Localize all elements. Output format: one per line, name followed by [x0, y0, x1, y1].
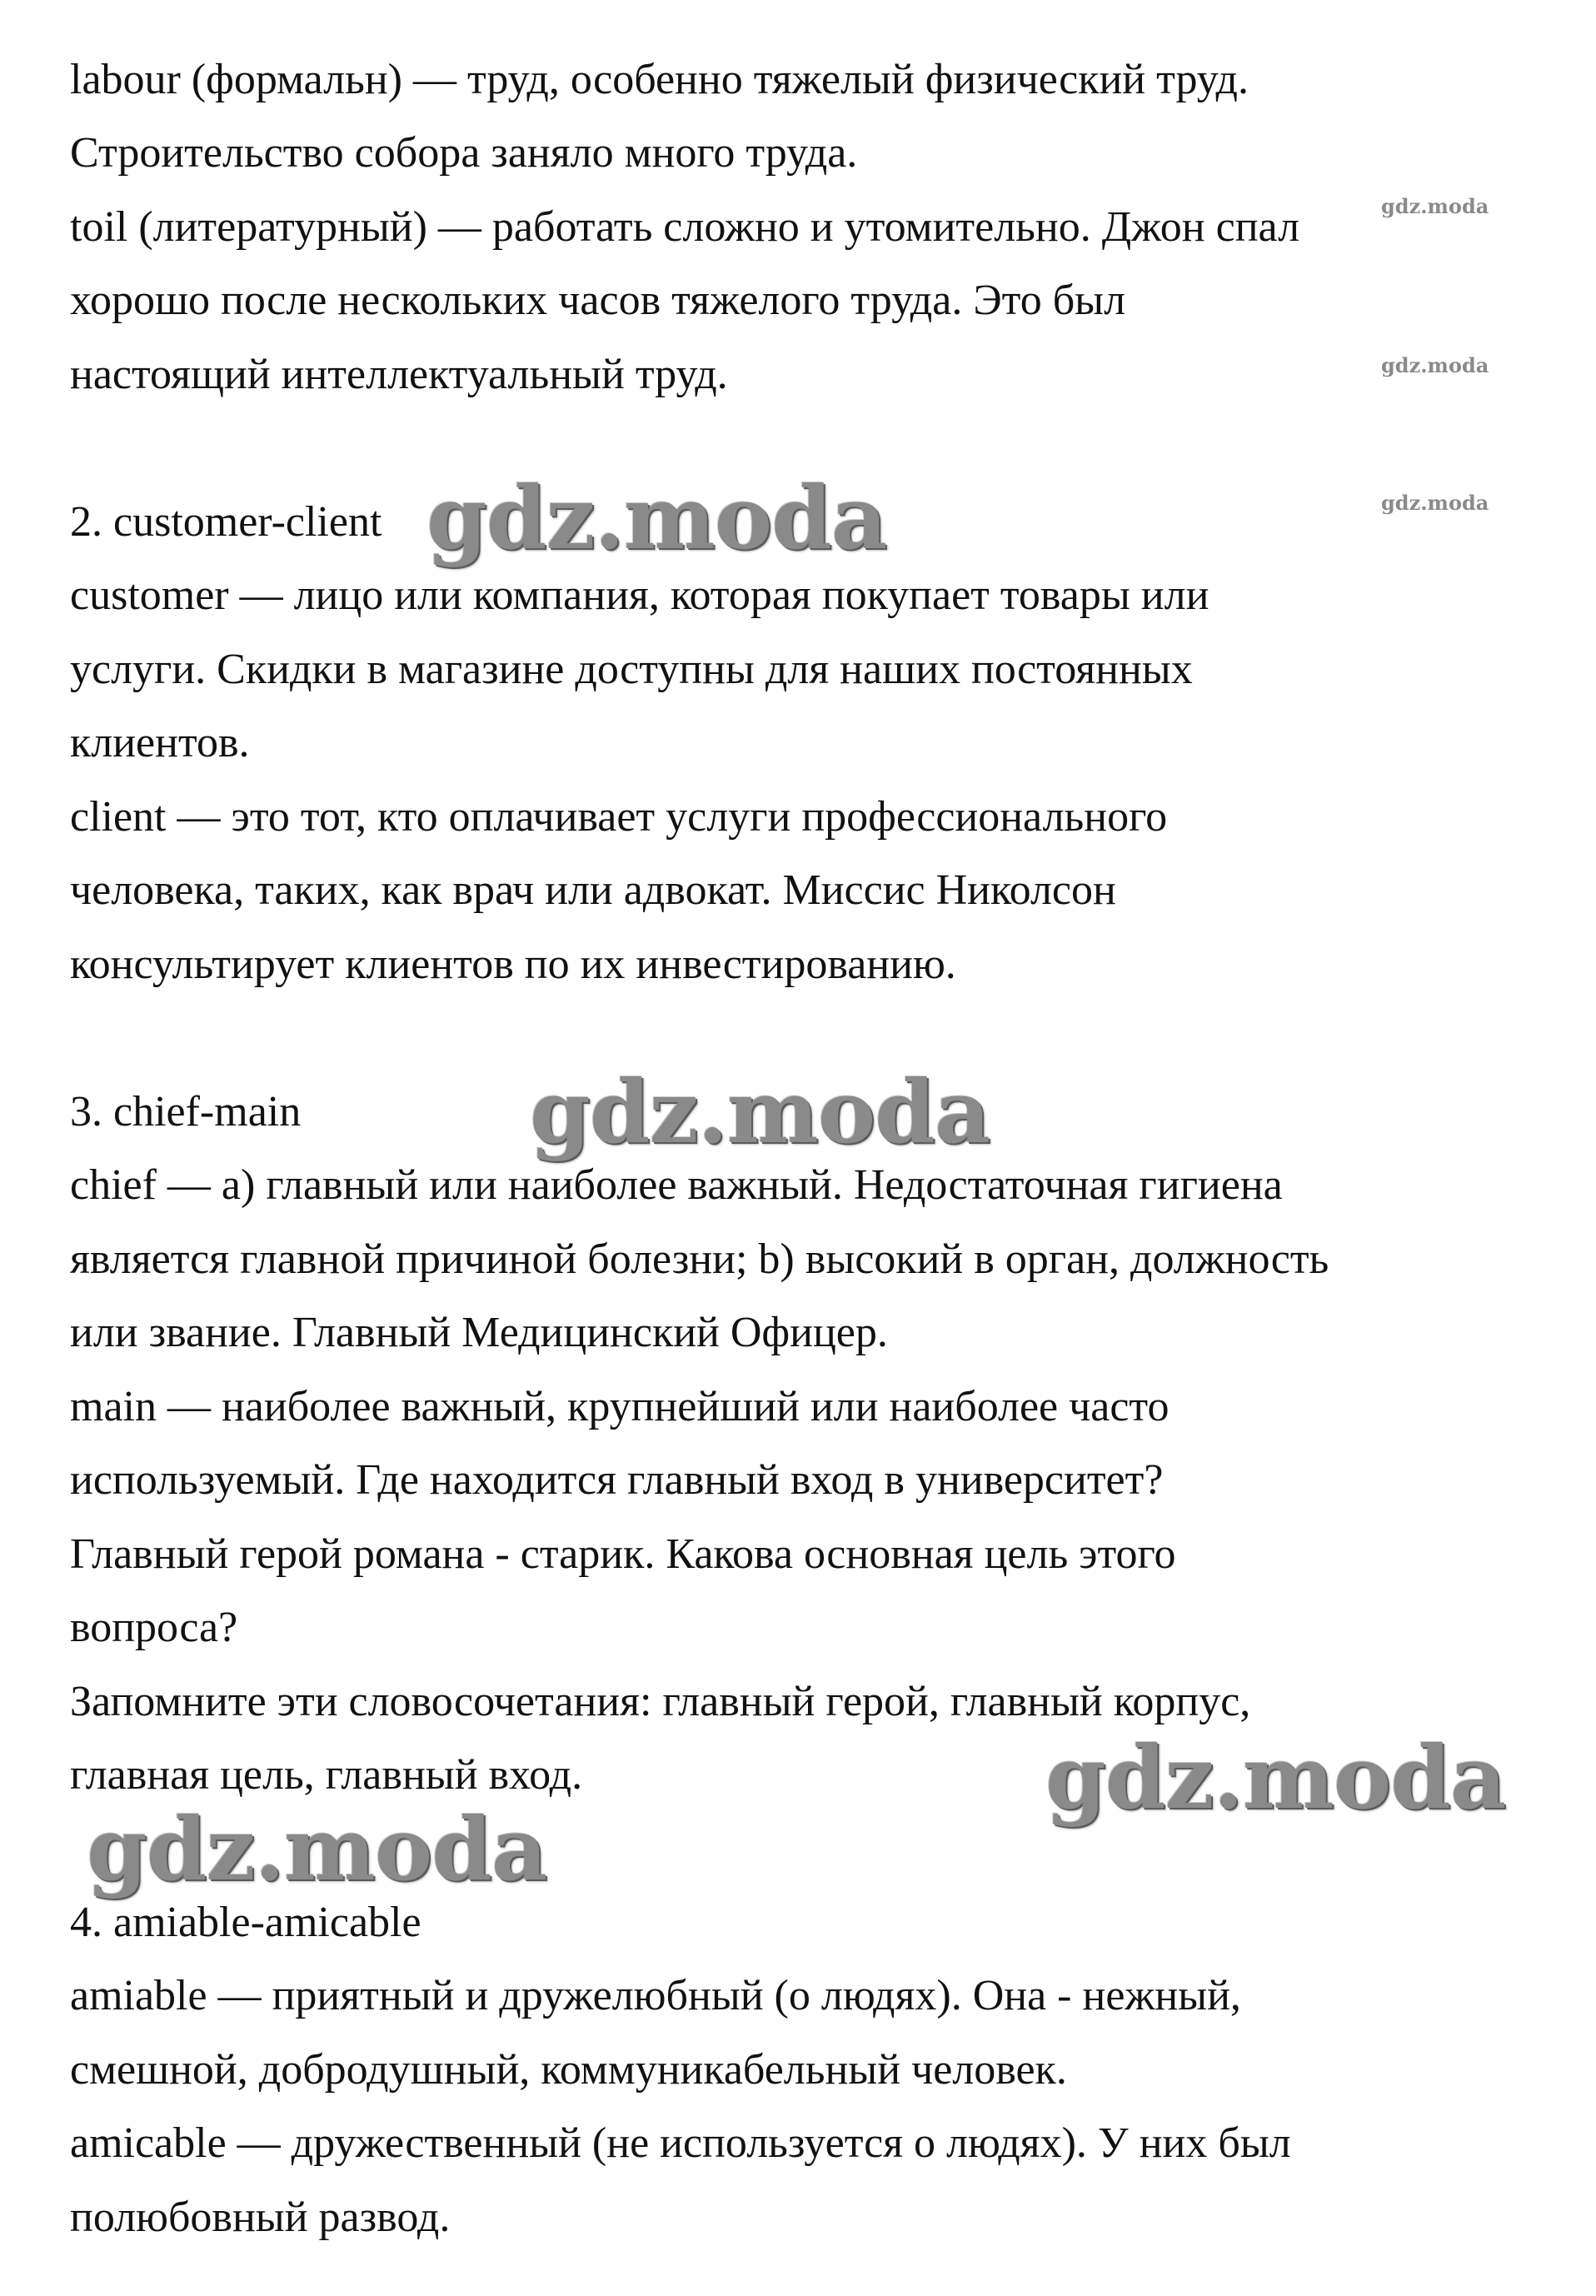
text-line: Запомните эти словосочетания: главный герой, главный корпус, — [70, 1678, 1251, 1725]
text-line: amiable — приятный и дружелюбный (о людях). Она - нежный, — [70, 1972, 1241, 2019]
text-line: используемый. Где находится главный вход в университет? — [70, 1456, 1164, 1504]
section-heading: 2. customer-client — [70, 498, 382, 546]
section-heading: 4. amiable-amicable — [70, 1899, 421, 1946]
text-line: Главный герой романа - старик. Какова основная цель этого — [70, 1530, 1176, 1578]
text-line: настоящий интеллектуальный труд. — [70, 351, 728, 398]
watermark: gdz.moda — [1381, 353, 1489, 377]
text-line: смешной, добродушный, коммуникабельный человек. — [70, 2046, 1067, 2094]
text-line: человека, таких, как врач или адвокат. Миссис Николсон — [70, 866, 1116, 914]
text-line: client — это тот, кто оплачивает услуги профессионального — [70, 793, 1168, 841]
text-line: chief — a) главный или наиболее важный. Недостаточная гигиена — [70, 1161, 1283, 1209]
text-line: клиентов. — [70, 719, 250, 766]
text-line: хорошо после нескольких часов тяжелого труда. Это был — [70, 277, 1126, 324]
watermark: gdz.moda — [426, 467, 887, 569]
section-heading: 3. chief-main — [70, 1088, 302, 1136]
text-line: главная цель, главный вход. — [70, 1751, 583, 1799]
watermark: gdz.moda — [87, 1798, 547, 1900]
watermark: gdz.moda — [1381, 194, 1489, 218]
text-line: услуги. Скидки в магазине доступны для наших постоянных — [70, 646, 1193, 693]
text-line: amicable — дружественный (не используется о людях). У них был — [70, 2119, 1291, 2167]
text-line: или звание. Главный Медицинский Офицер. — [70, 1309, 888, 1356]
watermark: gdz.moda — [1381, 491, 1489, 515]
watermark: gdz.moda — [530, 1061, 990, 1163]
text-line: вопроса? — [70, 1604, 238, 1651]
watermark: gdz.moda — [1045, 1726, 1506, 1829]
text-line: customer — лицо или компания, которая покупает товары или — [70, 572, 1209, 619]
text-line: main — наиболее важный, крупнейший или наиболее часто — [70, 1383, 1170, 1430]
text-line: полюбовный развод. — [70, 2194, 451, 2241]
text-line: labour (формальн) — труд, особенно тяжелый физический труд. — [70, 56, 1249, 103]
text-line: toil (литературный) — работать сложно и утомительно. Джон спал — [70, 203, 1300, 251]
text-line: является главной причиной болезни; b) высокий в орган, должность — [70, 1235, 1329, 1283]
text-line: Строительство собора заняло много труда. — [70, 129, 858, 177]
text-line: консультирует клиентов по их инвестированию. — [70, 941, 956, 988]
